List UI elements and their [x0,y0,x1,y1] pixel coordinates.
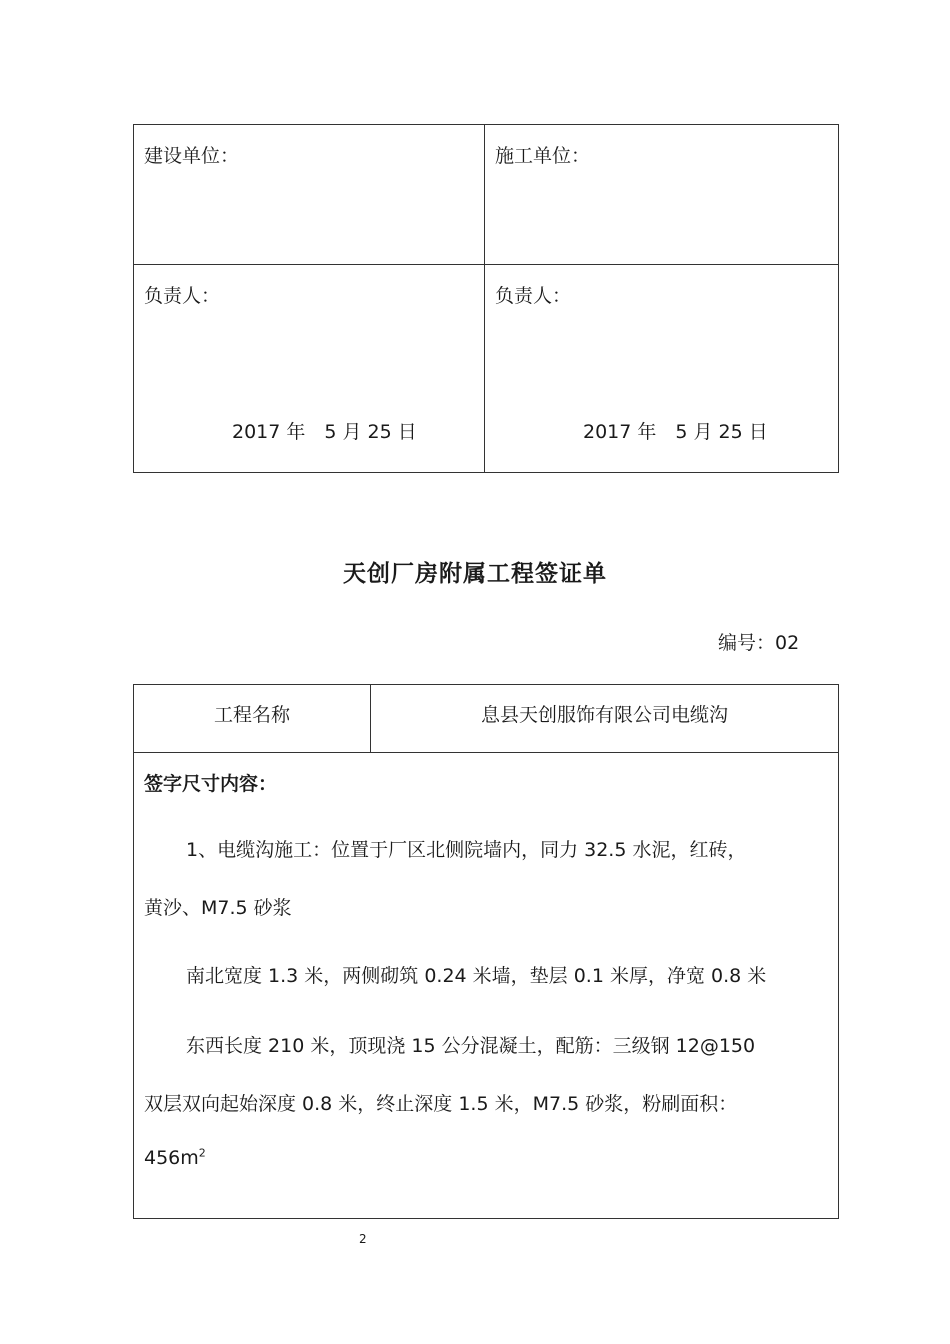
builder-unit-label: 施工单位： [495,145,591,167]
project-name-value: 息县天创服饰有限公司电缆沟 [480,704,728,726]
signature-table [133,124,839,473]
content-cell [134,753,839,1219]
serial-number: 编号：02 [718,632,800,654]
content-line-1: 1、电缆沟施工：位置于厂区北侧院墙内，同力 32.5 水泥，红砖， [186,839,747,861]
visa-table [133,684,839,1219]
construction-unit-label: 建设单位： [144,145,240,167]
content-line-5: 双层双向起始深度 0.8 米，终止深度 1.5 米，M7.5 砂浆，粉刷面积： [144,1093,738,1115]
responsible-right-cell [485,265,839,473]
responsible-left-cell [134,265,485,473]
content-heading: 签字尺寸内容： [144,773,278,795]
content-line-3: 南北宽度 1.3 米，两侧砌筑 0.24 米墙，垫层 0.1 米厚，净宽 0.8 米 [186,965,767,987]
responsible-left-label: 负责人： [144,285,221,307]
responsible-right-label: 负责人： [495,285,572,307]
area-superscript: 2 [198,1146,206,1160]
area-value [144,1147,206,1169]
document-title: 天创厂房附属工程签证单 [343,561,607,587]
construction-unit-cell [134,125,485,265]
date-left: 2017 年 5 月 25 日 [232,421,417,443]
content-line-2: 黄沙、M7.5 砂浆 [144,897,292,919]
content-line-4: 东西长度 210 米，顶现浇 15 公分混凝土，配筋：三级钢 12@150 [186,1035,756,1057]
builder-unit-cell [485,125,839,265]
project-name-label: 工程名称 [213,704,290,726]
project-name-label-cell [134,685,371,753]
date-right: 2017 年 5 月 25 日 [583,421,768,443]
area-number: 456m [144,1147,199,1169]
project-name-value-cell [371,685,839,753]
page-number: 2 [359,1232,367,1246]
